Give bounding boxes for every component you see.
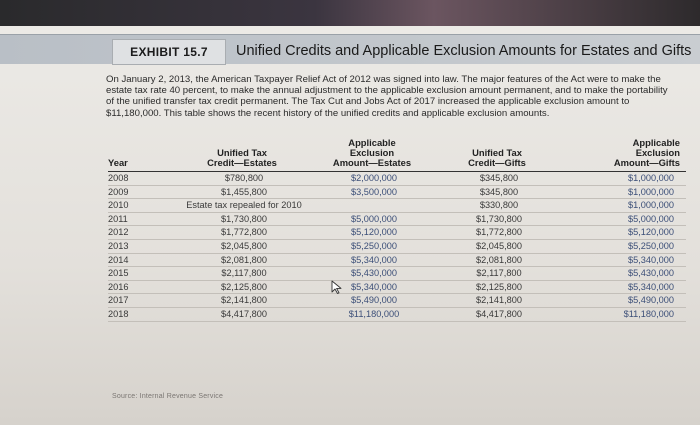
cell-applicable-exclusion-estates: $11,180,000	[316, 307, 428, 321]
source-note: Source: Internal Revenue Service	[112, 393, 224, 400]
cell-unified-credit-estates: $1,772,800	[168, 226, 316, 240]
cell-applicable-exclusion-gifts: $5,250,000	[566, 239, 686, 253]
cell-applicable-exclusion-gifts: $11,180,000	[566, 307, 686, 321]
cell-applicable-exclusion-estates: $5,250,000	[316, 239, 428, 253]
cell-applicable-exclusion-estates: $5,430,000	[316, 267, 428, 281]
table-row	[108, 212, 686, 226]
header-applicable-exclusion-estates: Applicable Exclusion Amount—Estates	[316, 138, 428, 172]
header-applicable-exclusion-gifts: Applicable Exclusion Amount—Gifts	[566, 138, 686, 172]
cell-applicable-exclusion-gifts: $5,490,000	[566, 294, 686, 308]
table-row	[108, 239, 686, 253]
table-row	[108, 267, 686, 281]
cell-unified-credit-estates: $2,045,800	[168, 239, 316, 253]
mouse-pointer-icon	[331, 280, 343, 294]
cell-unified-credit-gifts: $2,045,800	[428, 239, 566, 253]
cell-unified-credit-gifts: $330,800	[428, 199, 566, 213]
cell-year: 2015	[108, 267, 168, 281]
cell-applicable-exclusion-estates: $5,340,000	[316, 280, 428, 294]
header-unified-credit-estates: Unified Tax Credit—Estates	[168, 138, 316, 172]
cell-unified-credit-gifts: $345,800	[428, 185, 566, 199]
cell-unified-credit-gifts: $2,141,800	[428, 294, 566, 308]
cell-unified-credit-gifts: $4,417,800	[428, 307, 566, 321]
intro-paragraph: On January 2, 2013, the American Taxpayer Relief Act of 2012 was signed into law. The major features of the Act were to make the estate tax rate 40 percent, to make the annual adjustment to the applicable exclusion amount permanent, and to make the portability of the unified transfer tax credit permanent. The Tax Cut and Jobs Act of 2017 increased the applicable exclusion amount to $11,180,000. This table shows the recent history of the unified credits and applicable exclusion amounts.	[106, 74, 668, 119]
table-row	[108, 185, 686, 199]
cell-applicable-exclusion-estates: $5,000,000	[316, 212, 428, 226]
table-header-row	[108, 138, 686, 172]
exclusion-table	[108, 138, 686, 322]
cell-applicable-exclusion-estates: $3,500,000	[316, 185, 428, 199]
table-row	[108, 226, 686, 240]
cell-unified-credit-estates: $2,081,800	[168, 253, 316, 267]
cell-year: 2013	[108, 239, 168, 253]
cell-unified-credit-estates: $2,117,800	[168, 267, 316, 281]
cell-year: 2008	[108, 172, 168, 186]
cell-unified-credit-estates: $780,800	[168, 172, 316, 186]
cell-applicable-exclusion-gifts: $1,000,000	[566, 172, 686, 186]
table-row	[108, 172, 686, 186]
exhibit-tag: EXHIBIT 15.7	[112, 39, 226, 65]
cell-year: 2014	[108, 253, 168, 267]
cell-year: 2011	[108, 212, 168, 226]
cell-applicable-exclusion-gifts: $5,340,000	[566, 280, 686, 294]
cell-unified-credit-estates: $2,125,800	[168, 280, 316, 294]
cell-applicable-exclusion-gifts: $5,340,000	[566, 253, 686, 267]
table-row	[108, 294, 686, 308]
cell-applicable-exclusion-gifts: $1,000,000	[566, 199, 686, 213]
cell-unified-credit-gifts: $2,125,800	[428, 280, 566, 294]
cell-unified-credit-estates: $1,455,800	[168, 185, 316, 199]
cell-applicable-exclusion-estates: $5,490,000	[316, 294, 428, 308]
photo-top-background	[0, 0, 700, 26]
cell-applicable-exclusion-gifts: $1,000,000	[566, 185, 686, 199]
cell-applicable-exclusion-estates	[316, 199, 428, 213]
cell-applicable-exclusion-gifts: $5,000,000	[566, 212, 686, 226]
cell-unified-credit-gifts: $2,081,800	[428, 253, 566, 267]
cell-year: 2018	[108, 307, 168, 321]
cell-unified-credit-gifts: $2,117,800	[428, 267, 566, 281]
cell-applicable-exclusion-estates: $5,340,000	[316, 253, 428, 267]
cell-unified-credit-estates: Estate tax repealed for 2010	[168, 199, 316, 213]
table-row	[108, 280, 686, 294]
cell-applicable-exclusion-gifts: $5,120,000	[566, 226, 686, 240]
cell-unified-credit-gifts: $1,772,800	[428, 226, 566, 240]
header-unified-credit-gifts: Unified Tax Credit—Gifts	[428, 138, 566, 172]
exhibit-title: Unified Credits and Applicable Exclusion Amounts for Estates and Gifts	[236, 43, 692, 59]
cell-year: 2017	[108, 294, 168, 308]
exhibit-header	[0, 34, 700, 64]
cell-applicable-exclusion-estates: $5,120,000	[316, 226, 428, 240]
header-year: Year	[108, 138, 168, 172]
cell-unified-credit-gifts: $345,800	[428, 172, 566, 186]
table-row	[108, 253, 686, 267]
cell-unified-credit-estates: $4,417,800	[168, 307, 316, 321]
cell-unified-credit-gifts: $1,730,800	[428, 212, 566, 226]
cell-applicable-exclusion-gifts: $5,430,000	[566, 267, 686, 281]
cell-applicable-exclusion-estates: $2,000,000	[316, 172, 428, 186]
cell-year: 2010	[108, 199, 168, 213]
cell-year: 2016	[108, 280, 168, 294]
table-row	[108, 307, 686, 321]
cell-year: 2012	[108, 226, 168, 240]
cell-year: 2009	[108, 185, 168, 199]
cell-unified-credit-estates: $2,141,800	[168, 294, 316, 308]
cell-unified-credit-estates: $1,730,800	[168, 212, 316, 226]
table-row	[108, 199, 686, 213]
